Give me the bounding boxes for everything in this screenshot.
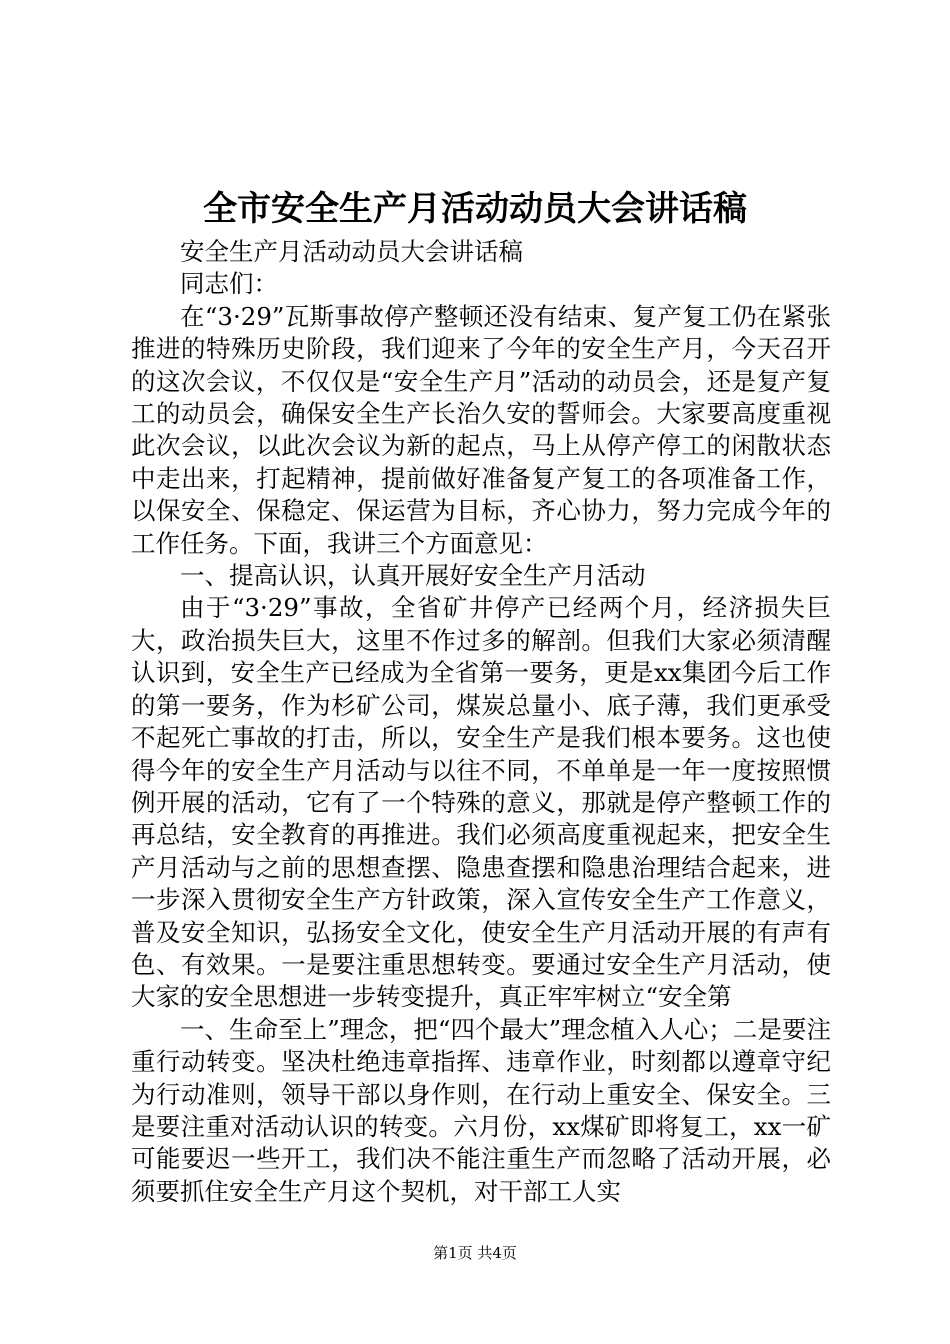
document-body [131, 236, 831, 1208]
page-number-footer: 第1页 共4页 [433, 1244, 517, 1262]
paragraph-continuation: 一、生命至上”理念，把“四个最大”理念植入人心；二是要注重行动转变。坚决杜绝违章指挥、违章作业，时刻都以遵章守纪为行动准则，领导干部以身作则，在行动上重安全、保安全。三是要注重对活动认识的转变。六月份，xx煤矿即将复工，xx一矿可能要迟一些开工，我们决不能注重生产而忽略了活动开展，必须要抓住安全生产月这个契机，对干部工人实 [131, 1014, 831, 1206]
paragraph-intro: 在“3·29”瓦斯事故停产整顿还没有结束、复产复工仍在紧张推进的特殊历史阶段，我们迎来了今年的安全生产月，今天召开的这次会议，不仅仅是“安全生产月”活动的动员会，还是复产复工的动员会，确保安全生产长治久安的誓师会。大家要高度重视此次会议，以此次会议为新的起点，马上从停产停工的闲散状态中走出来，打起精神，提前做好准备复产复工的各项准备工作，以保安全、保稳定、保运营为目标，齐心协力，努力完成今年的工作任务。下面，我讲三个方面意见： [131, 301, 831, 558]
paragraph-salutation: 同志们： [180, 269, 278, 299]
paragraph-subtitle: 安全生产月活动动员大会讲话稿 [180, 237, 523, 266]
document-title: 全市安全生产月活动动员大会讲话稿 [203, 189, 747, 229]
paragraph-section-1: 由于“3·29”事故，全省矿井停产已经两个月，经济损失巨大，政治损失巨大，这里不作过多的解剖。但我们大家必须清醒认识到，安全生产已经成为全省第一要务，更是xx集团今后工作的第一要务，作为杉矿公司，煤炭总量小、底子薄，我们更承受不起死亡事故的打击，所以，安全生产是我们根本要务。这也使得今年的安全生产月活动与以往不同，不单单是一年一度按照惯例开展的活动，它有了一个特殊的意义，那就是停产整顿工作的再总结，安全教育的再推进。我们必须高度重视起来，把安全生产月活动与之前的思想查摆、隐患查摆和隐患治理结合起来，进一步深入贯彻安全生产方针政策，深入宣传安全生产工作意义，普及安全知识，弘扬安全文化，使安全生产月活动开展的有声有色、有效果。一是要注重思想转变。要通过安全生产月活动，使大家的安全思想进一步转变提升，真正牢牢树立“安全第 [131, 593, 831, 1012]
section-heading-1: 一、提高认识，认真开展好安全生产月活动 [180, 561, 646, 591]
